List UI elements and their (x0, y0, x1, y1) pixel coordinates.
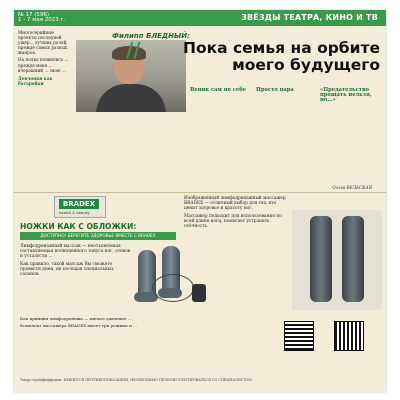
article-headline: Пока семья на орбите моего будущего (182, 39, 380, 74)
ad-paragraph: Лимфодренажный массаж — неотъемлемая составляющая полноценного тонуса ног, отеков и усталости ... (20, 244, 131, 260)
leg-with-massager (310, 216, 332, 302)
brand-logo: BRADEX (59, 199, 99, 209)
ad-paragraph: Как правило, такой массаж Вы сможете провести дома, не посещая специальных салонов. (20, 261, 114, 278)
massager-hose (152, 274, 194, 302)
ad-headline: НОЖКИ КАК С ОБЛОЖКИ: (20, 222, 137, 231)
lead-column (18, 30, 74, 88)
section-header-bar (14, 10, 386, 26)
qr-code-icon[interactable] (334, 321, 364, 351)
photo-body-shape (96, 84, 166, 112)
leg-with-massager (342, 216, 364, 302)
legal-disclaimer: Товар сертифицирован. ИМЕЮТСЯ ПРОТИВОПОКАЗАНИЯ, НЕОБХОДИМО ПРОКОНСУЛЬТИРОВАТЬСЯ СО СПЕЦИАЛИСТОМ. (20, 378, 253, 382)
ad-banner: ДОСТУПНО! БЕРЕГИТЕ ЗДОРОВЬЕ ВМЕСТЕ С ВRАDEX (20, 232, 176, 240)
ad-paragraph: Массажер подходит для использования по всей длине ноги, помогает устранить отёчность. (184, 213, 282, 230)
ad-body (20, 244, 132, 279)
lead-paragraph: Многосерийные проекты последней ущер... лучших ролей, прежде самых разных жанров. (18, 30, 68, 56)
article-column (320, 86, 382, 105)
bradex-logo (54, 196, 106, 218)
article-signature: Ольга ВЕЛЬСКАЯ (332, 185, 372, 190)
section-divider (14, 192, 386, 193)
article-column (256, 86, 316, 95)
issue-line-1: № 17 (596) (18, 12, 50, 18)
article-kicker: Филипп БЛЕДНЫЙ: (112, 32, 190, 40)
lead-paragraph: На полке появились ... прежде меня ... вчерашний ... свою ... (18, 57, 69, 73)
massager-product-image (132, 244, 210, 308)
issue-line-2: 1 - 7 мая 2023 г. (18, 17, 66, 23)
ad-body-secondary (184, 196, 288, 231)
ad-paragraph: Изображенный лимфодренажный массажер BRADEX — отличный выбор для тех, кто ценит здоровье и красоту ног. (184, 196, 286, 212)
legs-photo (292, 210, 382, 310)
quote-mark-icon: // (126, 38, 141, 62)
subhead: «Предательство прощать нельзя, но...» (320, 87, 372, 104)
qr-code-icon[interactable] (284, 321, 314, 351)
massager-control-unit (192, 284, 206, 302)
brand-tagline: health & beauty (59, 210, 90, 215)
issue-number (18, 13, 65, 23)
fine-paragraph: Комплект массажёра BRADEX имеет три режима и ... (20, 323, 138, 328)
article-column (190, 86, 250, 95)
ad-fine-print (20, 316, 270, 330)
subhead: Веник сам по себе (190, 87, 246, 93)
section-title: ЗВЁЗДЫ ТЕАТРА, КИНО И ТВ (241, 13, 378, 22)
newspaper-page (14, 10, 386, 392)
fine-paragraph: Как принцип лимфодренажа — мягкое давление ... (20, 316, 132, 321)
subhead: Девчонки как батарейки (18, 75, 53, 86)
subhead: Просто пара (256, 87, 294, 93)
